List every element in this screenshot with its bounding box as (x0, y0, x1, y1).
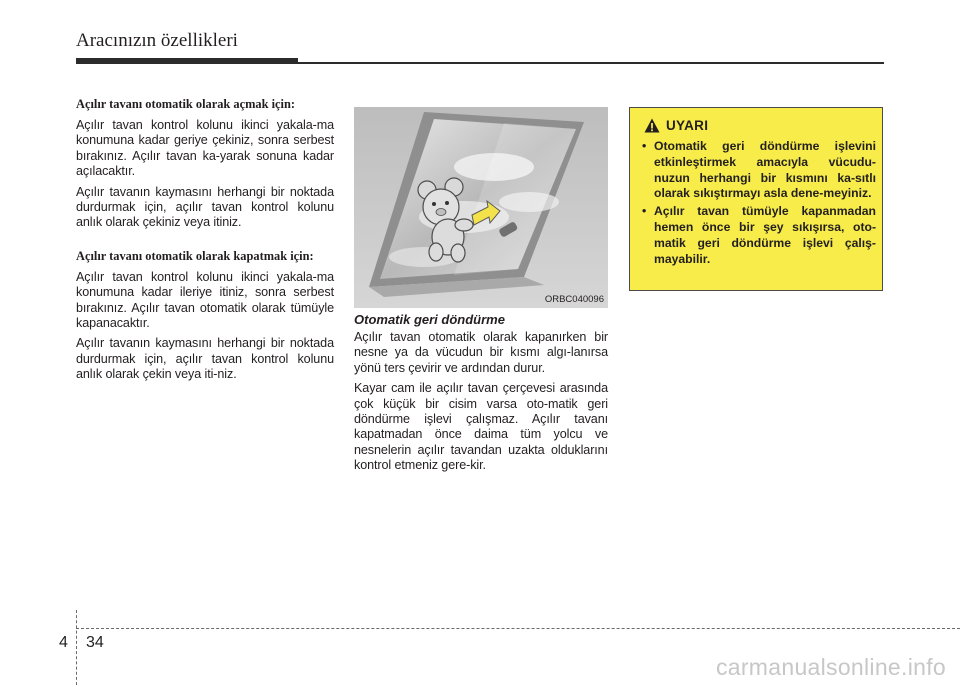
warning-list (640, 139, 876, 269)
auto-reverse-paragraph-2: Kayar cam ile açılır tavan çerçevesi arasında çok küçük bir cisim varsa oto-matik geri döndürme işlevi çalışmaz. Açılır tavanı kapatmadan önce daima tüm yolcu ve nesnelerin açılır tavandan uzakta olduklarını kontrol etmeniz gere-kir. (354, 381, 608, 473)
warning-triangle-icon (644, 118, 660, 133)
auto-reverse-heading: Otomatik geri döndürme (354, 312, 505, 327)
sunroof-illustration (354, 107, 608, 308)
open-paragraph-2: Açılır tavanın kaymasını herhangi bir noktada durdurmak için, açılır tavan kontrol kolunu anlık olarak çekiniz veya itiniz. (76, 184, 334, 230)
close-paragraph-2: Açılır tavanın kaymasını herhangi bir noktada durdurmak için, açılır tavan kontrol kolunu anlık olarak çekin veya iti-niz. (76, 336, 334, 382)
footer-divider (76, 610, 77, 685)
warning-title: UYARI (666, 118, 709, 133)
warning-header (644, 118, 708, 133)
chapter-number: 4 (59, 634, 68, 651)
warning-item-1: • Otomatik geri döndürme işlevini etkinleştirmek amacıyla vücudu-nuzun herhangi bir kısmını ka-sıtlı olarak sıkıştırmayı asla dene-meyiniz. (640, 139, 876, 202)
close-heading: Açılır tavanı otomatik olarak kapatmak için: (76, 248, 314, 263)
header-rule (298, 62, 884, 64)
left-column (76, 97, 334, 388)
page-header-title: Aracınızın özellikleri (76, 30, 238, 51)
sunroof-drawing (354, 107, 608, 308)
warning-item-2: • Açılır tavan tümüyle kapanmadan hemen önce bir şey sıkışırsa, oto-matik geri döndürme işlevi çalış-mayabilir. (640, 204, 876, 267)
warning-box (629, 107, 883, 291)
page-number: 34 (86, 634, 104, 651)
watermark: carmanualsonline.info (715, 654, 946, 680)
close-paragraph-1: Açılır tavan kontrol kolunu ikinci yakala-ma konumuna kadar ileriye itiniz, sonra serbest bırakınız. Açılır tavan otomatik olarak tümüyle kapanacaktır. (76, 269, 334, 331)
middle-column (354, 330, 608, 479)
open-paragraph-1: Açılır tavan kontrol kolunu ikinci yakala-ma konumuna kadar geriye çekiniz, sonra serbest bırakınız. Açılır tavan ka-yarak sonuna kadar açılacaktır. (76, 118, 334, 179)
open-heading: Açılır tavanı otomatik olarak açmak için: (76, 97, 296, 111)
header-bar-thick (76, 58, 298, 64)
figure-code: ORBC040096 (544, 294, 604, 305)
footer-rule (76, 628, 960, 629)
auto-reverse-paragraph-1: Açılır tavan otomatik olarak kapanırken bir nesne ya da vücudun bir kısmı algı-lanırsa yönü ters çevirir ve ardından durur. (354, 330, 608, 375)
